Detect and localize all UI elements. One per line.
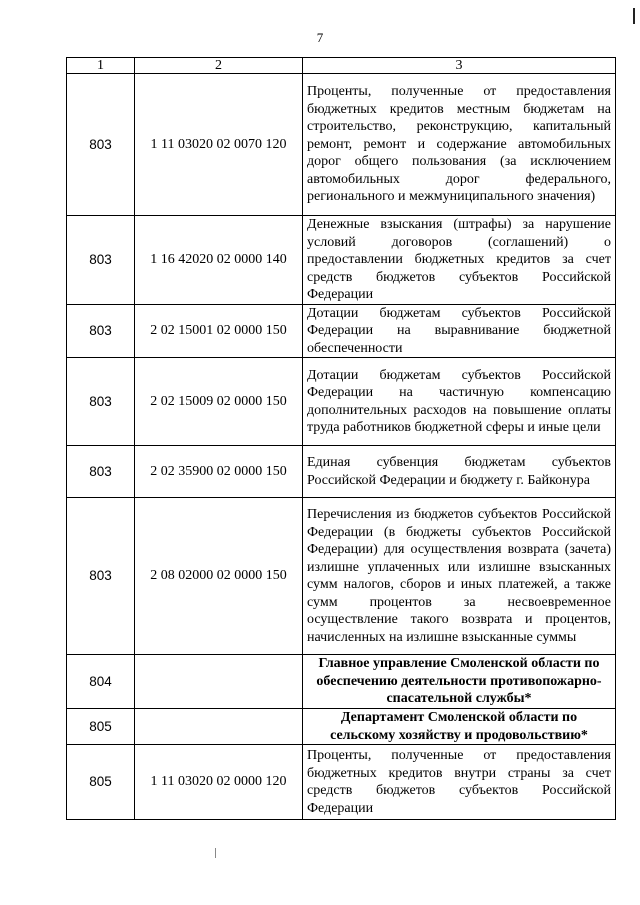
table-row [67, 498, 616, 655]
admin-code-cell: 805 [67, 745, 135, 820]
admin-code-cell: 803 [67, 446, 135, 498]
table-row-section [67, 709, 616, 745]
revenue-name-cell: Денежные взыскания (штрафы) за нарушение условий договоров (соглашений) о предоставлении бюджетных кредитов за счет средств бюджетов субъектов Российской Федерации [303, 216, 616, 305]
revenue-name-cell: Перечисления из бюджетов субъектов Российской Федерации (в бюджеты субъектов Российской Федерации) для осуществления возврата (зачета) излишне уплаченных или излишне взысканных сумм налогов, сборов и иных платежей, а также сумм процентов за несвоевременное осуществление такого возврата и процентов, начисленных на излишне взысканные суммы [303, 498, 616, 655]
revenue-code-cell: 1 11 03020 02 0070 120 [135, 74, 303, 216]
revenue-name-cell: Единая субвенция бюджетам субъектов Российской Федерации и бюджету г. Байконура [303, 446, 616, 498]
column-header-1: 1 [67, 58, 135, 74]
revenue-name-cell: Проценты, полученные от предоставления бюджетных кредитов местным бюджетам на строительство, реконструкцию, капитальный ремонт, ремонт и содержание автомобильных дорог общего пользования (за исключением автомобильных дорог федерального, регионального и межмуниципального значения) [303, 74, 616, 216]
revenue-code-cell [135, 709, 303, 745]
revenue-name-cell: Дотации бюджетам субъектов Российской Федерации на выравнивание бюджетной обеспеченности [303, 304, 616, 358]
revenue-name-cell: Проценты, полученные от предоставления бюджетных кредитов внутри страны за счет средств бюджетов субъектов Российской Федерации [303, 745, 616, 820]
table-row [67, 446, 616, 498]
revenue-name-cell: Дотации бюджетам субъектов Российской Федерации на частичную компенсацию дополнительных расходов на повышение оплаты труда работников бюджетной сферы и иные цели [303, 358, 616, 446]
admin-code-cell: 803 [67, 216, 135, 305]
revenue-code-cell: 2 08 02000 02 0000 150 [135, 498, 303, 655]
administrator-name-cell: Департамент Смоленской области по сельскому хозяйству и продовольствию* [303, 709, 616, 745]
table-row-section [67, 655, 616, 709]
table-row [67, 304, 616, 358]
admin-code-cell: 803 [67, 358, 135, 446]
admin-code-cell: 803 [67, 304, 135, 358]
revenue-code-cell: 2 02 15001 02 0000 150 [135, 304, 303, 358]
column-header-2: 2 [135, 58, 303, 74]
administrator-name-cell: Главное управление Смоленской области по обеспечению деятельности противопожарно-спасательной службы* [303, 655, 616, 709]
table-row [67, 358, 616, 446]
column-header-3: 3 [303, 58, 616, 74]
revenue-code-cell: 2 02 15009 02 0000 150 [135, 358, 303, 446]
revenue-codes-table [66, 57, 616, 820]
table-row [67, 745, 616, 820]
admin-code-cell: 803 [67, 74, 135, 216]
revenue-code-cell: 2 02 35900 02 0000 150 [135, 446, 303, 498]
admin-code-cell: 805 [67, 709, 135, 745]
table-header-row [67, 58, 616, 74]
table-row [67, 216, 616, 305]
table-row [67, 74, 616, 216]
revenue-code-cell [135, 655, 303, 709]
admin-code-cell: 804 [67, 655, 135, 709]
scan-edge-mark [633, 8, 635, 24]
scan-artifact-mark [215, 848, 216, 858]
revenue-code-cell: 1 16 42020 02 0000 140 [135, 216, 303, 305]
revenue-code-cell: 1 11 03020 02 0000 120 [135, 745, 303, 820]
admin-code-cell: 803 [67, 498, 135, 655]
page-number: 7 [316, 30, 324, 45]
